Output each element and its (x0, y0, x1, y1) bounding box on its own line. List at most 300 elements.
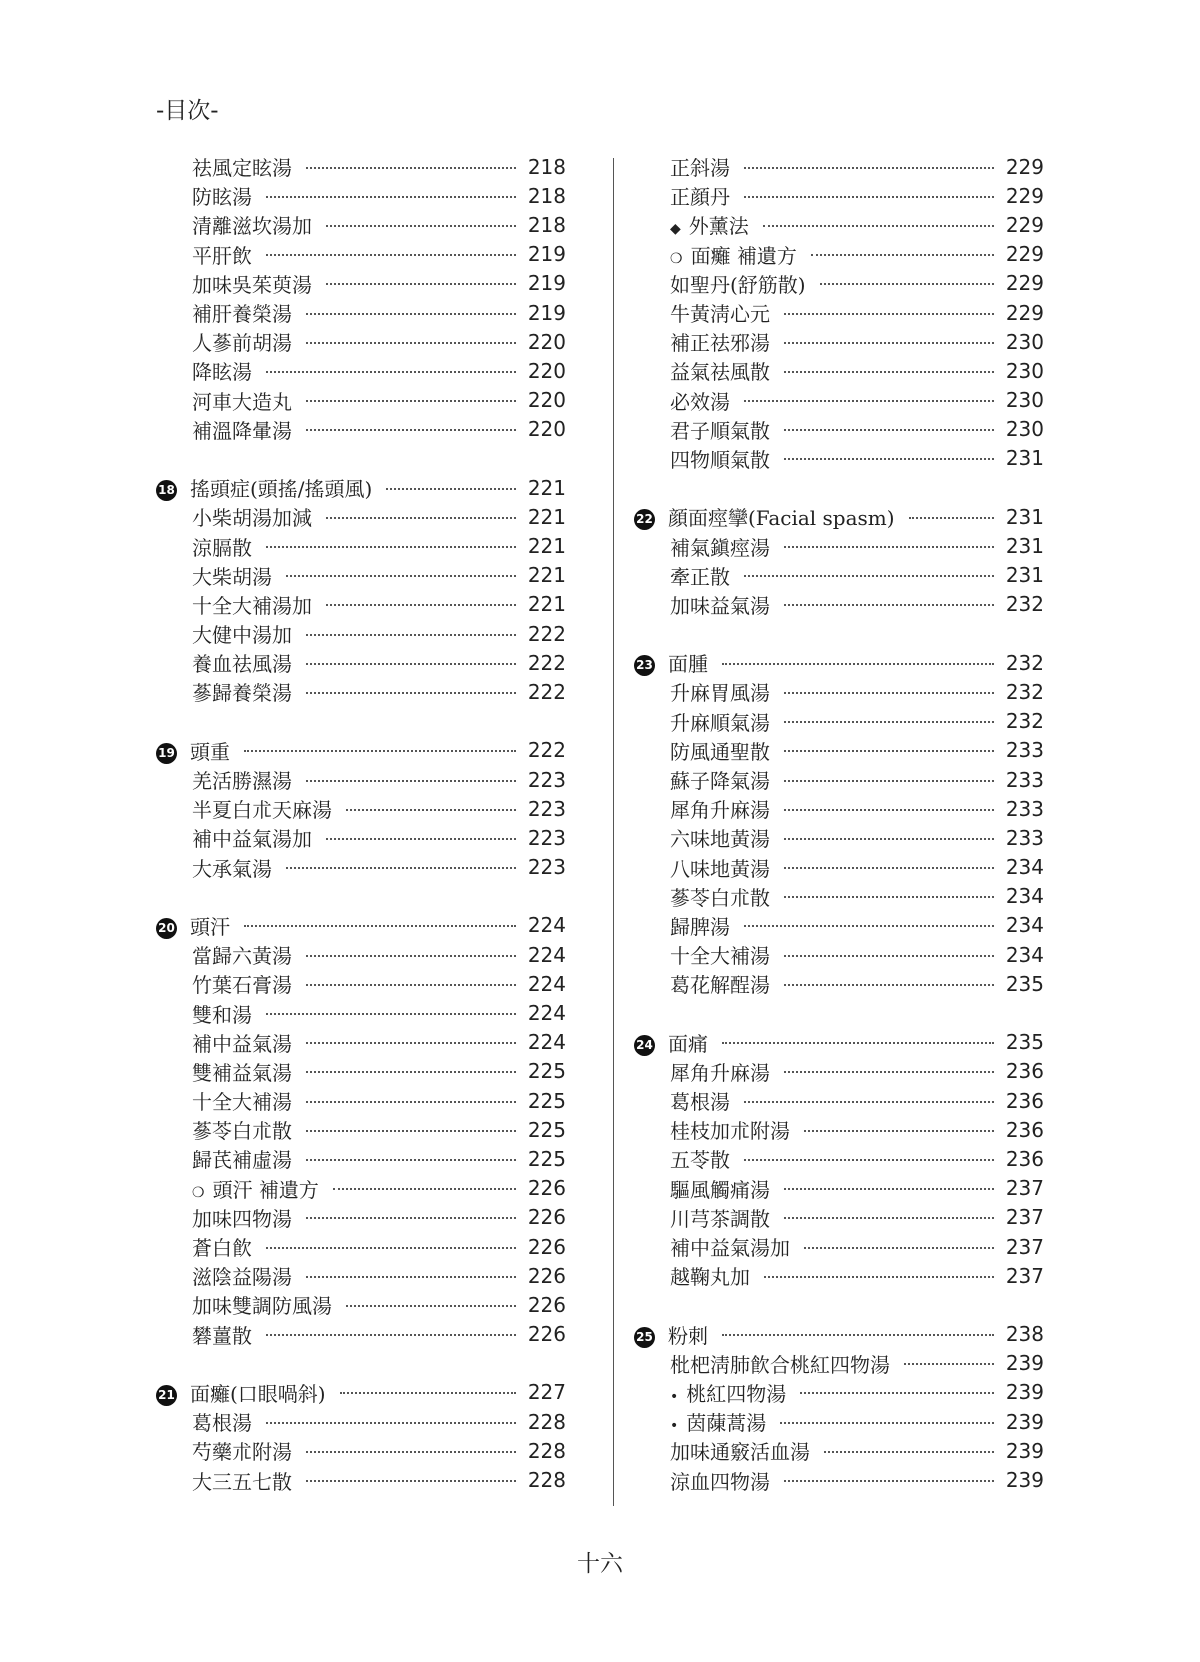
entry-title (156, 1086, 292, 1115)
dot-leader (800, 1392, 994, 1394)
entry-page-number: 228 (527, 1409, 566, 1434)
dot-leader (909, 517, 994, 519)
toc-entry (634, 1203, 1044, 1232)
dot-leader (784, 1188, 994, 1190)
toc-entry (634, 940, 1044, 969)
entry-page-number: 226 (527, 1322, 566, 1347)
entry-label: 桃紅四物湯 (686, 1381, 787, 1406)
entry-page-number: 230 (1005, 417, 1044, 442)
entry-page-number: 237 (1005, 1205, 1044, 1230)
dot-leader (326, 517, 516, 519)
toc-entry (156, 356, 566, 385)
dot-leader (784, 809, 994, 811)
dot-leader (811, 254, 994, 256)
entry-label: 大承氣湯 (192, 856, 272, 881)
dot-leader (306, 1042, 516, 1044)
entry-page-number: 229 (1005, 271, 1044, 296)
section-number-badge: 19 (156, 743, 177, 764)
toc-entry (156, 765, 566, 794)
section-number-badge: 25 (634, 1327, 655, 1348)
page-number: 十六 (577, 1551, 623, 1577)
toc-section-heading (156, 473, 566, 502)
entry-page-number: 220 (527, 329, 566, 354)
entry-title (156, 240, 252, 269)
entry-page-number: 229 (1005, 242, 1044, 267)
entry-title (156, 1028, 292, 1057)
entry-page-number: 233 (1005, 738, 1044, 763)
entry-title (156, 1436, 292, 1465)
entry-label: 桂枝加朮附湯 (670, 1119, 790, 1144)
dot-leader (266, 1013, 516, 1015)
entry-label: 補肝養榮湯 (192, 302, 292, 327)
entry-label: 君子順氣散 (670, 418, 770, 443)
entry-title (156, 502, 312, 531)
dot-leader (763, 225, 994, 227)
entry-title (156, 736, 230, 765)
entry-page-number: 228 (527, 1468, 566, 1493)
section-number-badge: 21 (156, 1385, 177, 1406)
entry-page-number: 226 (527, 1176, 566, 1201)
entry-title (156, 999, 252, 1028)
entry-label: 羌活勝濕湯 (192, 769, 292, 794)
entry-title (634, 502, 895, 531)
entry-title (156, 269, 312, 298)
dot-leader (346, 1305, 516, 1307)
dot-leader (784, 546, 994, 548)
entry-page-number: 221 (527, 563, 566, 588)
entry-page-number: 225 (527, 1059, 566, 1084)
entry-label: 礬薑散 (192, 1323, 252, 1348)
dot-leader (804, 1247, 994, 1249)
section-number-badge: 18 (156, 480, 177, 501)
dot-leader (306, 692, 516, 694)
entry-page-number: 232 (1005, 592, 1044, 617)
entry-label: 蘇子降氣湯 (670, 769, 770, 794)
dot-leader (784, 342, 994, 344)
dot-leader (744, 167, 994, 169)
entry-page-number: 237 (1005, 1263, 1044, 1288)
dot-leader (744, 1159, 994, 1161)
toc-entry (634, 327, 1044, 356)
entry-title (634, 1057, 770, 1086)
entry-label: 半夏白朮天麻湯 (192, 798, 332, 823)
entry-title (634, 1436, 810, 1465)
toc-section-heading (156, 736, 566, 765)
entry-title (156, 1057, 292, 1086)
dot-leader (780, 1422, 994, 1424)
dot-leader (784, 838, 994, 840)
entry-title (156, 853, 272, 882)
entry-title (156, 1320, 252, 1349)
entry-label: 面癱 補遺方 (690, 243, 797, 268)
entry-title (634, 590, 770, 619)
toc-entry (156, 823, 566, 852)
dot-leader (306, 1480, 516, 1482)
dot-leader (722, 663, 994, 665)
entry-label: 涼血四物湯 (670, 1469, 770, 1494)
dot-leader (722, 1334, 994, 1336)
entry-label: 防眩湯 (192, 185, 252, 210)
entry-title (156, 794, 332, 823)
entry-label: 加味益氣湯 (670, 593, 770, 618)
entry-page-number: 231 (1005, 563, 1044, 588)
entry-title (156, 1466, 292, 1495)
toc-entry (156, 1465, 566, 1494)
toc-entry (156, 940, 566, 969)
entry-title (156, 619, 292, 648)
entry-label: 滋陰益陽湯 (192, 1265, 292, 1290)
entry-page-number: 223 (527, 767, 566, 792)
entry-label: 人蔘前胡湯 (192, 331, 292, 356)
entry-label: 清離滋坎湯加 (192, 214, 312, 239)
entry-title (156, 298, 292, 327)
entry-title (634, 444, 770, 473)
dot-leader (306, 1130, 516, 1132)
entry-title (156, 590, 312, 619)
entry-label: 頭汗 補遺方 (212, 1177, 319, 1202)
dot-leader (744, 925, 994, 927)
dot-leader (340, 1392, 516, 1394)
entry-label: 歸脾湯 (670, 914, 730, 939)
entry-page-number: 234 (1005, 884, 1044, 909)
toc-entry (634, 590, 1044, 619)
entry-page-number: 229 (1005, 300, 1044, 325)
entry-page-number: 223 (527, 796, 566, 821)
toc-entry (156, 240, 566, 269)
toc-entry (156, 1174, 566, 1203)
toc-entry (156, 269, 566, 298)
entry-page-number: 218 (527, 154, 566, 179)
entry-title (156, 386, 292, 415)
dot-leader (784, 371, 994, 373)
toc-section-heading (634, 648, 1044, 677)
toc-entry (634, 1057, 1044, 1086)
toc-entry (634, 1378, 1044, 1407)
toc-entry (634, 561, 1044, 590)
entry-page-number: 236 (1005, 1059, 1044, 1084)
entry-label: 加味四物湯 (192, 1206, 292, 1231)
entry-label: 頭重 (190, 739, 230, 764)
dot-leader (306, 313, 516, 315)
dot-leader (306, 984, 516, 986)
entry-label: 葛花解酲湯 (670, 973, 770, 998)
entry-title (156, 152, 292, 181)
entry-title (634, 648, 708, 677)
page-header: -目次- (156, 98, 219, 124)
toc-entry (156, 561, 566, 590)
entry-page-number: 232 (1005, 709, 1044, 734)
entry-title (156, 1261, 292, 1290)
entry-page-number: 224 (527, 942, 566, 967)
entry-title (156, 765, 292, 794)
dot-leader (306, 167, 516, 169)
entry-title (156, 356, 252, 385)
dot-leader (306, 1101, 516, 1103)
toc-entry (156, 210, 566, 239)
toc-entry (156, 1407, 566, 1436)
toc-entry (634, 444, 1044, 473)
entry-label: 蔘苓白朮散 (670, 885, 770, 910)
toc-section-heading (634, 1028, 1044, 1057)
entry-page-number: 224 (527, 1030, 566, 1055)
bullet-icon: ◆ (670, 221, 681, 238)
entry-title (634, 677, 770, 706)
dot-leader (306, 400, 516, 402)
entry-title (156, 1290, 332, 1319)
dot-leader (306, 780, 516, 782)
entry-label: 粉刺 (668, 1323, 708, 1348)
entry-page-number: 221 (527, 475, 566, 500)
toc-entry (634, 911, 1044, 940)
toc-entry (156, 502, 566, 531)
entry-label: 必效湯 (670, 389, 730, 414)
toc-entry (634, 1349, 1044, 1378)
toc-section-heading (634, 1320, 1044, 1349)
entry-title (156, 327, 292, 356)
entry-page-number: 226 (527, 1292, 566, 1317)
entry-label: 竹葉石膏湯 (192, 973, 292, 998)
toc-entry (634, 736, 1044, 765)
toc-entry (634, 853, 1044, 882)
entry-page-number: 232 (1005, 679, 1044, 704)
entry-page-number: 230 (1005, 388, 1044, 413)
dot-leader (266, 1247, 516, 1249)
entry-label: 正顔丹 (670, 185, 730, 210)
toc-entry (156, 677, 566, 706)
entry-label: 芍藥朮附湯 (192, 1440, 292, 1465)
entry-label: 涼膈散 (192, 535, 252, 560)
toc-entry (634, 356, 1044, 385)
entry-title (634, 1349, 890, 1378)
entry-label: 蒼白飮 (192, 1236, 252, 1261)
entry-label: 犀角升麻湯 (670, 798, 770, 823)
section-gap (634, 1290, 1044, 1319)
toc-entry (634, 969, 1044, 998)
entry-title (156, 969, 292, 998)
entry-page-number: 220 (527, 358, 566, 383)
entry-label: 小柴胡湯加減 (192, 506, 312, 531)
entry-label: 八味地黃湯 (670, 856, 770, 881)
entry-title (634, 532, 770, 561)
entry-title (156, 1203, 292, 1232)
entry-page-number: 233 (1005, 825, 1044, 850)
entry-page-number: 237 (1005, 1234, 1044, 1259)
toc-entry (634, 823, 1044, 852)
toc-entry (156, 1320, 566, 1349)
entry-label: 葛根湯 (192, 1411, 252, 1436)
toc-entry (634, 415, 1044, 444)
entry-label: 補中益氣湯 (192, 1031, 292, 1056)
entry-label: 歸芪補虛湯 (192, 1148, 292, 1173)
entry-page-number: 239 (1005, 1438, 1044, 1463)
toc-section-heading (156, 911, 566, 940)
toc-entry (634, 1086, 1044, 1115)
entry-title (634, 386, 730, 415)
entry-label: 大柴胡湯 (192, 564, 272, 589)
entry-label: 升麻胃風湯 (670, 681, 770, 706)
toc-entry (156, 327, 566, 356)
dot-leader (784, 867, 994, 869)
entry-label: 正斜湯 (670, 156, 730, 181)
entry-label: 補氣鎭痙湯 (670, 535, 770, 560)
entry-label: 補中益氣湯加 (192, 827, 312, 852)
entry-label: 越鞠丸加 (670, 1265, 750, 1290)
entry-title (634, 1086, 730, 1115)
dot-leader (784, 429, 994, 431)
toc-entry (156, 1115, 566, 1144)
entry-page-number: 234 (1005, 942, 1044, 967)
toc-entry (634, 1407, 1044, 1436)
section-gap (156, 882, 566, 911)
toc-section-heading (156, 1378, 566, 1407)
entry-page-number: 236 (1005, 1117, 1044, 1142)
toc-entry (156, 1232, 566, 1261)
entry-label: 蔘苓白朮散 (192, 1119, 292, 1144)
toc-entry (634, 1174, 1044, 1203)
dot-leader (784, 313, 994, 315)
entry-label: 搖頭症(頭搖/搖頭風) (190, 477, 373, 502)
dot-leader (784, 604, 994, 606)
toc-entry (156, 1086, 566, 1115)
entry-page-number: 222 (527, 621, 566, 646)
entry-label: 面腫 (668, 652, 708, 677)
dot-leader (784, 721, 994, 723)
dot-leader (904, 1363, 994, 1365)
dot-leader (744, 1101, 994, 1103)
entry-title (634, 736, 770, 765)
dot-leader (784, 692, 994, 694)
entry-title (634, 1407, 766, 1436)
dot-leader (306, 663, 516, 665)
toc-entry (634, 210, 1044, 239)
entry-page-number: 229 (1005, 183, 1044, 208)
entry-title (634, 1144, 730, 1173)
entry-page-number: 232 (1005, 650, 1044, 675)
toc-entry (156, 531, 566, 560)
entry-title (634, 298, 770, 327)
entry-title (156, 940, 292, 969)
dot-leader (244, 750, 516, 752)
entry-label: 平肝飲 (192, 243, 252, 268)
toc-section-heading (634, 502, 1044, 531)
entry-title (156, 181, 252, 210)
entry-page-number: 221 (527, 504, 566, 529)
entry-page-number: 219 (527, 242, 566, 267)
bullet-icon: ❍ (670, 250, 683, 267)
entry-page-number: 227 (527, 1380, 566, 1405)
entry-title (634, 1320, 708, 1349)
entry-page-number: 233 (1005, 767, 1044, 792)
toc-entry (156, 998, 566, 1027)
toc-column-left (156, 152, 566, 1495)
entry-title (634, 356, 770, 385)
entry-title (634, 853, 770, 882)
dot-leader (784, 896, 994, 898)
toc-entry (634, 1465, 1044, 1494)
section-number-badge: 24 (634, 1035, 655, 1056)
dot-leader (784, 984, 994, 986)
entry-title (634, 1261, 750, 1290)
toc-entry (634, 794, 1044, 823)
entry-page-number: 228 (527, 1438, 566, 1463)
entry-title (634, 1028, 708, 1057)
entry-title (156, 1144, 292, 1173)
entry-page-number: 235 (1005, 1030, 1044, 1055)
toc-entry (156, 648, 566, 677)
entry-page-number: 231 (1005, 504, 1044, 529)
entry-title (156, 415, 292, 444)
toc-entry (634, 1232, 1044, 1261)
toc-entry (156, 415, 566, 444)
entry-title (634, 765, 770, 794)
entry-title (634, 1232, 790, 1261)
dot-leader (266, 254, 516, 256)
toc-entry (634, 765, 1044, 794)
entry-title (156, 648, 292, 677)
section-gap (634, 998, 1044, 1027)
dot-leader (306, 1451, 516, 1453)
entry-title (634, 707, 770, 736)
toc-entry (156, 794, 566, 823)
entry-label: 面痛 (668, 1031, 708, 1056)
entry-title (156, 532, 252, 561)
entry-label: 川芎茶調散 (670, 1206, 770, 1231)
entry-page-number: 224 (527, 971, 566, 996)
dot-leader (744, 196, 994, 198)
entry-title (156, 210, 312, 239)
toc-entry (156, 1261, 566, 1290)
entry-label: 蔘歸養榮湯 (192, 681, 292, 706)
toc-entry (634, 531, 1044, 560)
entry-label: 六味地黃湯 (670, 827, 770, 852)
entry-page-number: 225 (527, 1117, 566, 1142)
entry-label: 十全大補湯 (670, 944, 770, 969)
entry-title (634, 882, 770, 911)
toc-entry (156, 590, 566, 619)
entry-label: 養血祛風湯 (192, 652, 292, 677)
entry-page-number: 225 (527, 1146, 566, 1171)
dot-leader (333, 1188, 516, 1190)
section-gap (156, 707, 566, 736)
entry-page-number: 229 (1005, 212, 1044, 237)
entry-page-number: 220 (527, 388, 566, 413)
entry-label: 牽正散 (670, 564, 730, 589)
toc-entry (156, 1203, 566, 1232)
entry-label: 面癱(口眼喎斜) (190, 1381, 326, 1406)
entry-page-number: 231 (1005, 446, 1044, 471)
toc-entry (156, 181, 566, 210)
entry-title (156, 1407, 252, 1436)
toc-entry (634, 1115, 1044, 1144)
dot-leader (286, 575, 516, 577)
dot-leader (784, 750, 994, 752)
dot-leader (824, 1451, 994, 1453)
dot-leader (306, 342, 516, 344)
dot-leader (286, 867, 516, 869)
entry-label: 補中益氣湯加 (670, 1236, 790, 1261)
entry-title (634, 152, 730, 181)
entry-label: 升麻順氣湯 (670, 710, 770, 735)
dot-leader (764, 1276, 994, 1278)
dot-leader (326, 225, 516, 227)
entry-title (156, 473, 372, 502)
dot-leader (306, 955, 516, 957)
section-gap (156, 1349, 566, 1378)
entry-title (156, 1174, 319, 1203)
dot-leader (386, 488, 516, 490)
entry-title (634, 823, 770, 852)
entry-page-number: 220 (527, 417, 566, 442)
